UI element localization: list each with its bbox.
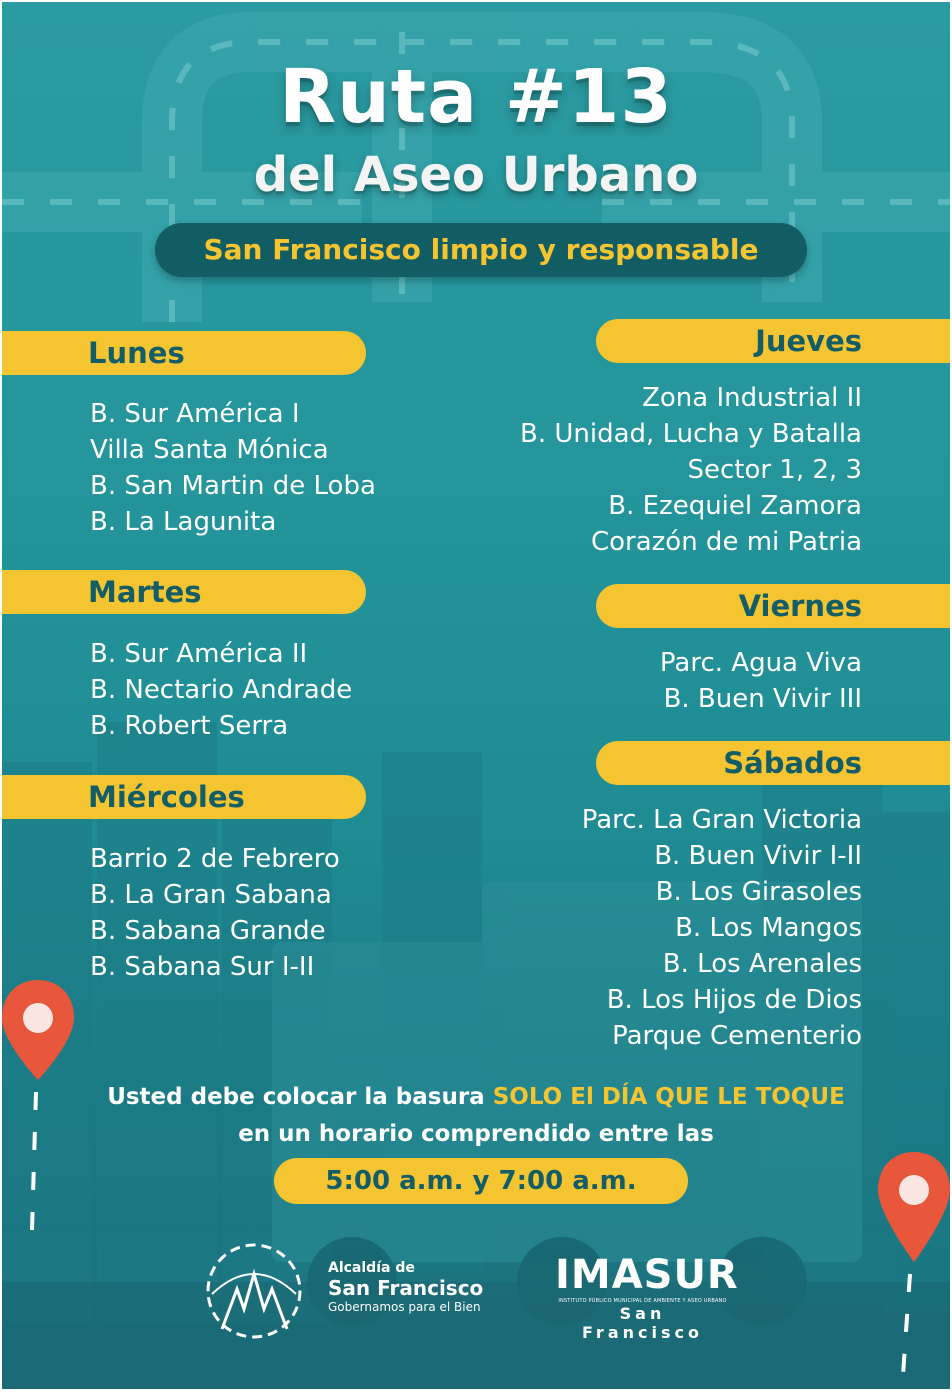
slogan-banner: San Francisco limpio y responsable (155, 223, 807, 277)
list-monday (90, 396, 376, 540)
title-service-name: del Aseo Urbano (253, 147, 699, 203)
day-label-wednesday: Miércoles (2, 775, 366, 819)
list-item: Sector 1, 2, 3 (687, 455, 862, 485)
alcaldia-line-3: Gobernamos para el Bien (328, 1300, 481, 1314)
list-thursday (520, 380, 862, 560)
alcaldia-line-2: San Francisco (328, 1276, 484, 1300)
list-item: B. Buen Vivir III (663, 684, 862, 714)
list-item: B. La Gran Sabana (90, 880, 332, 910)
list-item: Parc. La Gran Victoria (581, 805, 862, 835)
hours-banner: 5:00 a.m. y 7:00 a.m. (274, 1158, 688, 1204)
notice-highlight: SOLO El DÍA QUE LE TOQUE (492, 1084, 845, 1110)
notice-text: Usted debe colocar la basura (107, 1084, 493, 1110)
list-item: B. Los Mangos (675, 913, 862, 943)
list-friday (660, 645, 862, 717)
list-item: B. Sur América II (90, 639, 308, 669)
list-item: Barrio 2 de Febrero (90, 844, 340, 874)
list-item: B. Los Arenales (662, 949, 862, 979)
list-item: Parc. Agua Viva (659, 648, 862, 678)
list-item: B. Los Girasoles (655, 877, 862, 907)
imasur-name: IMASUR (555, 1252, 739, 1298)
list-item: B. Buen Vivir I-II (654, 841, 862, 871)
list-tuesday (90, 636, 352, 744)
notice-line-2: en un horario comprendido entre las (238, 1121, 714, 1147)
list-wednesday (90, 841, 340, 985)
day-label-tuesday: Martes (2, 570, 366, 614)
day-label-monday: Lunes (2, 331, 366, 375)
list-item: B. San Martin de Loba (90, 471, 376, 501)
poster (2, 2, 950, 1389)
list-item: Zona Industrial II (642, 383, 862, 413)
list-item: B. Unidad, Lucha y Batalla (520, 419, 862, 449)
list-item: B. Sabana Grande (90, 916, 326, 946)
map-pin-icon (2, 980, 82, 1240)
list-item: B. Ezequiel Zamora (608, 491, 862, 521)
alcaldia-line-1: Alcaldía de (328, 1260, 415, 1276)
day-label-friday: Viernes (596, 584, 950, 628)
list-item: B. La Lagunita (90, 507, 277, 537)
notice-line-1 (2, 1084, 950, 1110)
alcaldia-logo-icon (192, 1234, 322, 1349)
list-item: Villa Santa Mónica (90, 435, 329, 465)
day-label-saturday: Sábados (596, 741, 950, 785)
title-route-number: Ruta #13 (279, 54, 673, 140)
imasur-full-name: INSTITUTO PÚBLICO MUNICIPAL DE AMBIENTE Y ASEO URBANO (558, 1298, 727, 1304)
imasur-city: San Francisco (582, 1304, 703, 1342)
alcaldia-logo-text (328, 1260, 483, 1314)
list-item: Parque Cementerio (612, 1021, 862, 1051)
day-label-thursday: Jueves (596, 319, 950, 363)
list-item: B. Sabana Sur I-II (90, 952, 315, 982)
map-pin-icon-right (874, 1152, 950, 1389)
list-item: B. Los Hijos de Dios (606, 985, 862, 1015)
list-item: B. Nectario Andrade (90, 675, 353, 705)
list-saturday (582, 802, 862, 1054)
list-item: Corazón de mi Patria (590, 527, 862, 557)
list-item: B. Sur América I (90, 399, 300, 429)
list-item: B. Robert Serra (90, 711, 289, 741)
imasur-logo (555, 1252, 739, 1342)
